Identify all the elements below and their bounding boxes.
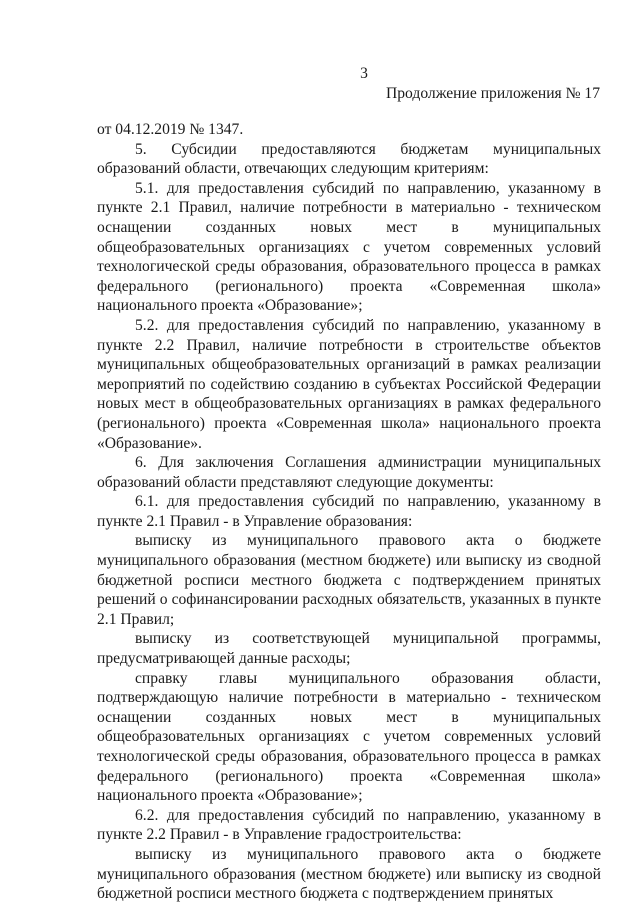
paragraph-6-2: 6.2. для предоставления субсидий по направлению, указанному в пункте 2.2 Правил - в Управление градостроительства: — [97, 806, 601, 844]
paragraph-5-2: 5.2. для предоставления субсидий по направлению, указанному в пункте 2.2 Правил, наличие потребности в строительстве объектов муниципальных общеобразовательных организаций в рамках реализации мероприятий по содействию созданию в субъектах Российской Федерации новых мест в общеобразовательных организациях в рамках федерального (регионального) проекта «Современная школа» национального проекта «Образование». — [97, 316, 601, 452]
page-number: 3 — [360, 65, 368, 82]
paragraph-decree-ref: от 04.12.2019 № 1347. — [97, 121, 244, 138]
paragraph-6: 6. Для заключения Соглашения администрации муниципальных образований области представляют следующие документы: — [97, 454, 601, 491]
paragraph-5: 5. Субсидии предоставляются бюджетам муниципальных образований области, отвечающих следующим критериям: — [97, 140, 601, 178]
paragraph-6-1-certificate: справку главы муниципального образования области, подтверждающую наличие потребности в материально - техническом оснащении созданных новых мест в муниципальных общеобразовательных организациях с учетом современных условий технологической среды образования, образовательного процесса в рамках федерального (регионального) проекта «Современная школа» национального проекта «Образование»; — [97, 669, 601, 805]
paragraph-6-1-budget-extract: выписку из муниципального правового акта о бюджете муниципального образования (местном бюджете) или выписку из сводной бюджетной росписи местного бюджета с подтверждением принятых решений о софинансировании расходных обязательств, указанных в пункте 2.1 Правил; — [97, 532, 601, 628]
appendix-title: Продолжение приложения № 17 — [385, 85, 600, 102]
paragraph-6-1-program-extract: выписку из соответствующей муниципальной программы, предусматривающей данные расходы; — [97, 630, 601, 668]
paragraph-6-2-budget-extract: выписку из муниципального правового акта о бюджете муниципального образования (местном бюджете) или выписку из сводной бюджетной росписи местного бюджета с подтверждением принятых — [97, 845, 601, 903]
document-body — [97, 120, 601, 904]
paragraph-6-1: 6.1. для предоставления субсидий по направлению, указанному в пункте 2.1 Правил - в Управление образования: — [97, 493, 601, 530]
paragraph-5-1: 5.1. для предоставления субсидий по направлению, указанному в пункте 2.1 Правил, наличие потребности в материально - техническом оснащении созданных новых мест в муниципальных общеобразовательных организациях с учетом современных условий технологической среды образования, образовательного процесса в рамках федерального (регионального) проекта «Современная школа» национального проекта «Образование»; — [97, 179, 601, 315]
